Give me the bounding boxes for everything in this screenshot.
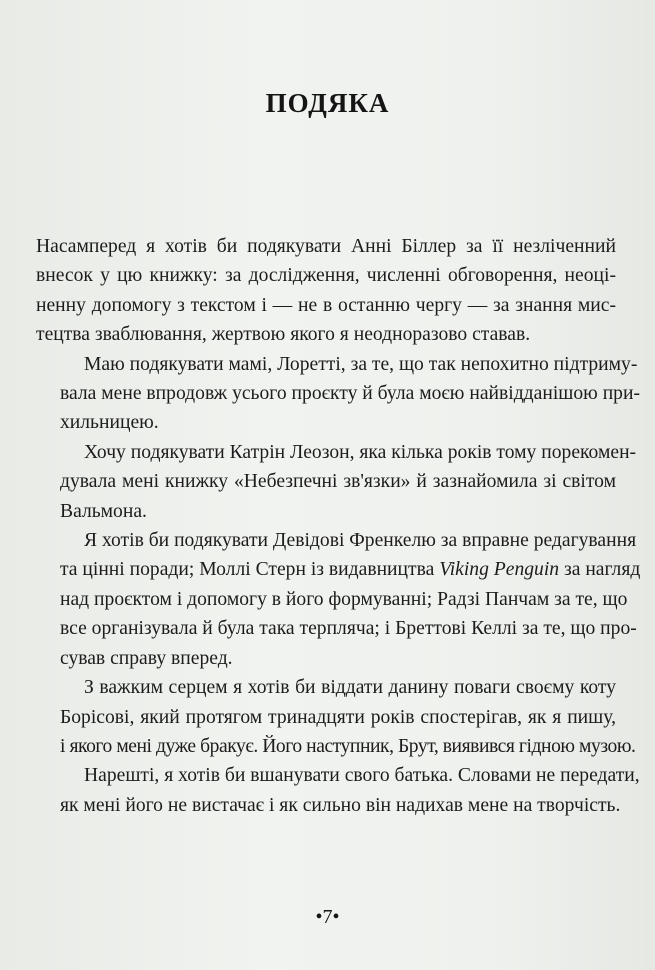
text-segment: за нагляд <box>563 559 641 581</box>
text-line: Маю подякувати мамі, Лоретті, за те, що так непохитно підтриму- <box>84 353 638 375</box>
text-line: Я хотів би подякувати Девідові Френкелю за вправне редагування <box>84 530 637 552</box>
text-line: З важким серцем я хотів би віддати данину поваги своєму коту <box>84 677 616 699</box>
text-line: Вальмона. <box>60 500 147 522</box>
chapter-title: ПОДЯКА <box>265 88 390 118</box>
text-line: ненну допомогу з текстом і — не в останню чергу — за знання мис- <box>36 294 616 316</box>
text-line: тецтва зваблювання, жертвою якого я неодноразово ставав. <box>36 324 531 346</box>
text-line: вала мене впродовж усього проєкту й була моєю найвідданішою при- <box>60 383 640 405</box>
text-line: Хочу подякувати Катрін Леозон, яка кілька років тому порекомен- <box>84 441 637 463</box>
text-line: хильницею. <box>60 412 159 434</box>
text-line: як мені його не вистачає і як сильно він надихав мене на творчість. <box>60 794 621 816</box>
paragraph-4 <box>36 526 641 673</box>
text-line-with-italic <box>36 555 641 584</box>
text-segment: та цінні поради; Моллі Стерн із видавництва <box>60 559 435 581</box>
text-line: Насамперед я хотів би подякувати Анні Біллер за її незліченний <box>36 236 616 257</box>
text-line: внесок у цю книжку: за дослідження, численні обговорення, неоці- <box>36 265 616 287</box>
text-line: Борісові, який протягом тринадцяти років спостерігав, як я пишу, <box>60 706 616 728</box>
text-line: сував справу вперед. <box>60 647 233 669</box>
text-line: Нарешті, я хотів би вшанувати свого батька. Словами не передати, <box>84 765 640 787</box>
text-line: дувала мені книжку «Небезпечні зв'язки» й зазнайомила зі світом <box>60 471 616 493</box>
paragraph-2 <box>36 350 640 438</box>
paragraph-1 <box>36 232 616 350</box>
paragraph-5 <box>36 673 636 761</box>
publisher-name: Viking Penguin <box>439 559 560 581</box>
paragraph-6 <box>36 761 640 820</box>
text-line: і якого мені дуже бракує. Його наступник, Брут, виявився гідною музою. <box>60 735 636 757</box>
paragraph-3 <box>36 438 637 526</box>
body-text <box>36 232 641 820</box>
text-line: все організувала й була така терпляча; і Бреттові Келлі за те, що про- <box>60 618 637 640</box>
page-number: •7• <box>315 906 340 928</box>
text-line: над проєктом і допомогу в його формуванні; Радзі Панчам за те, що <box>60 588 628 610</box>
